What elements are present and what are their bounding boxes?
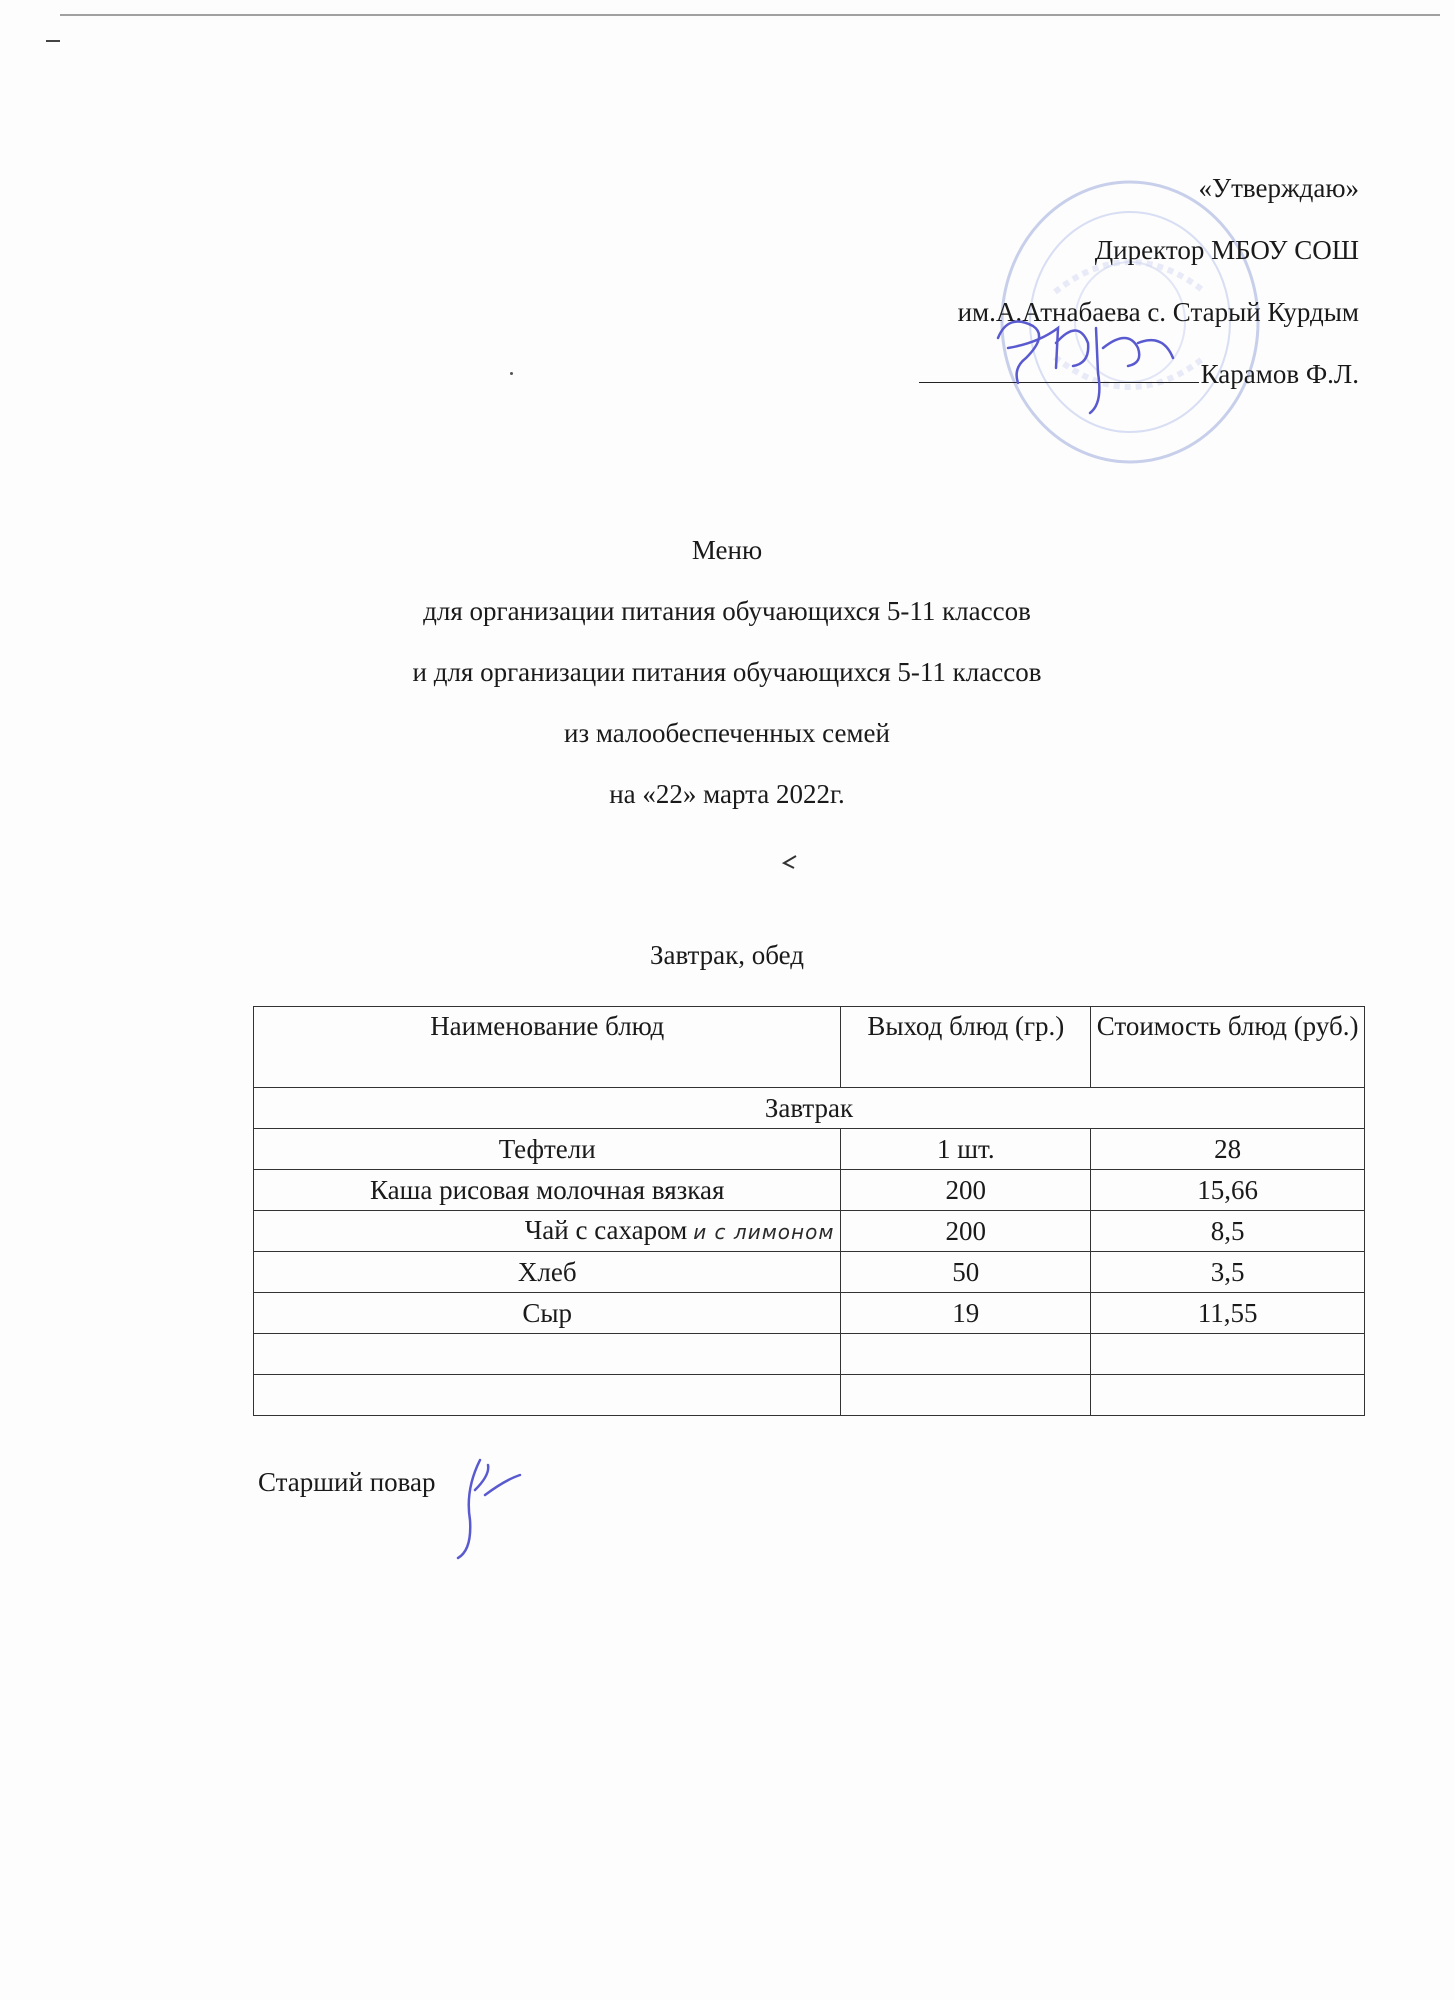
dish-cost: 3,5 xyxy=(1091,1252,1365,1293)
director-signature-icon xyxy=(978,308,1178,418)
dish-cost: 11,55 xyxy=(1091,1293,1365,1334)
dish-name xyxy=(254,1334,841,1375)
dish-name xyxy=(254,1375,841,1416)
table-row-empty xyxy=(254,1375,1365,1416)
dish-cost xyxy=(1091,1375,1365,1416)
header-dish-name: Наименование блюд xyxy=(254,1007,841,1088)
dish-cost: 8,5 xyxy=(1091,1211,1365,1252)
menu-subtitle-1: для организации питания обучающихся 5-11 классов xyxy=(423,596,1031,626)
table-row xyxy=(254,1170,1365,1211)
menu-subtitle-2: и для организации питания обучающихся 5-11 классов xyxy=(412,657,1042,687)
dish-yield xyxy=(841,1334,1091,1375)
table-row xyxy=(254,1252,1365,1293)
header-yield: Выход блюд (гр.) xyxy=(841,1007,1091,1088)
stray-pen-mark-icon xyxy=(780,852,800,872)
dish-name: Сыр xyxy=(254,1293,841,1334)
dish-yield: 50 xyxy=(841,1252,1091,1293)
menu-date: на «22» марта 2022г. xyxy=(609,779,845,809)
handwritten-note: и с лимоном xyxy=(693,1219,835,1244)
dish-cost: 15,66 xyxy=(1091,1170,1365,1211)
table-section-row xyxy=(254,1088,1365,1129)
dish-yield: 200 xyxy=(841,1211,1091,1252)
section-breakfast: Завтрак xyxy=(254,1088,1365,1129)
dish-yield: 200 xyxy=(841,1170,1091,1211)
dish-name: Хлеб xyxy=(254,1252,841,1293)
scan-mark xyxy=(46,40,60,42)
menu-table xyxy=(253,1006,1365,1416)
dish-yield: 19 xyxy=(841,1293,1091,1334)
director-name: Карамов Ф.Л. xyxy=(1200,359,1359,389)
dish-cost: 28 xyxy=(1091,1129,1365,1170)
menu-title: Меню xyxy=(691,535,763,565)
school-name: им.А.Атнабаева с. Старый Курдым xyxy=(957,297,1359,327)
cook-signature-icon xyxy=(450,1450,530,1560)
director-title: Директор МБОУ СОШ xyxy=(1094,235,1359,265)
table-row xyxy=(254,1129,1365,1170)
scan-edge-line xyxy=(60,14,1440,16)
header-cost: Стоимость блюд (руб.) xyxy=(1091,1007,1365,1088)
table-row xyxy=(254,1211,1365,1252)
dish-name-cell xyxy=(254,1211,841,1252)
dish-name: Каша рисовая молочная вязкая xyxy=(254,1170,841,1211)
dish-cost xyxy=(1091,1334,1365,1375)
table-row xyxy=(254,1293,1365,1334)
dish-yield xyxy=(841,1375,1091,1416)
meal-heading: Завтрак, обед xyxy=(649,940,805,970)
menu-title-block xyxy=(0,520,1454,825)
approval-heading: «Утверждаю» xyxy=(1198,173,1359,203)
menu-subtitle-3: из малообеспеченных семей xyxy=(564,718,890,748)
table-row-empty xyxy=(254,1334,1365,1375)
dish-name: Тефтели xyxy=(254,1129,841,1170)
dish-yield: 1 шт. xyxy=(841,1129,1091,1170)
table-header-row xyxy=(254,1007,1365,1088)
dish-name: Чай с сахаром xyxy=(524,1214,688,1245)
scan-speck xyxy=(510,372,513,375)
senior-cook-label: Старший повар xyxy=(258,1467,436,1497)
